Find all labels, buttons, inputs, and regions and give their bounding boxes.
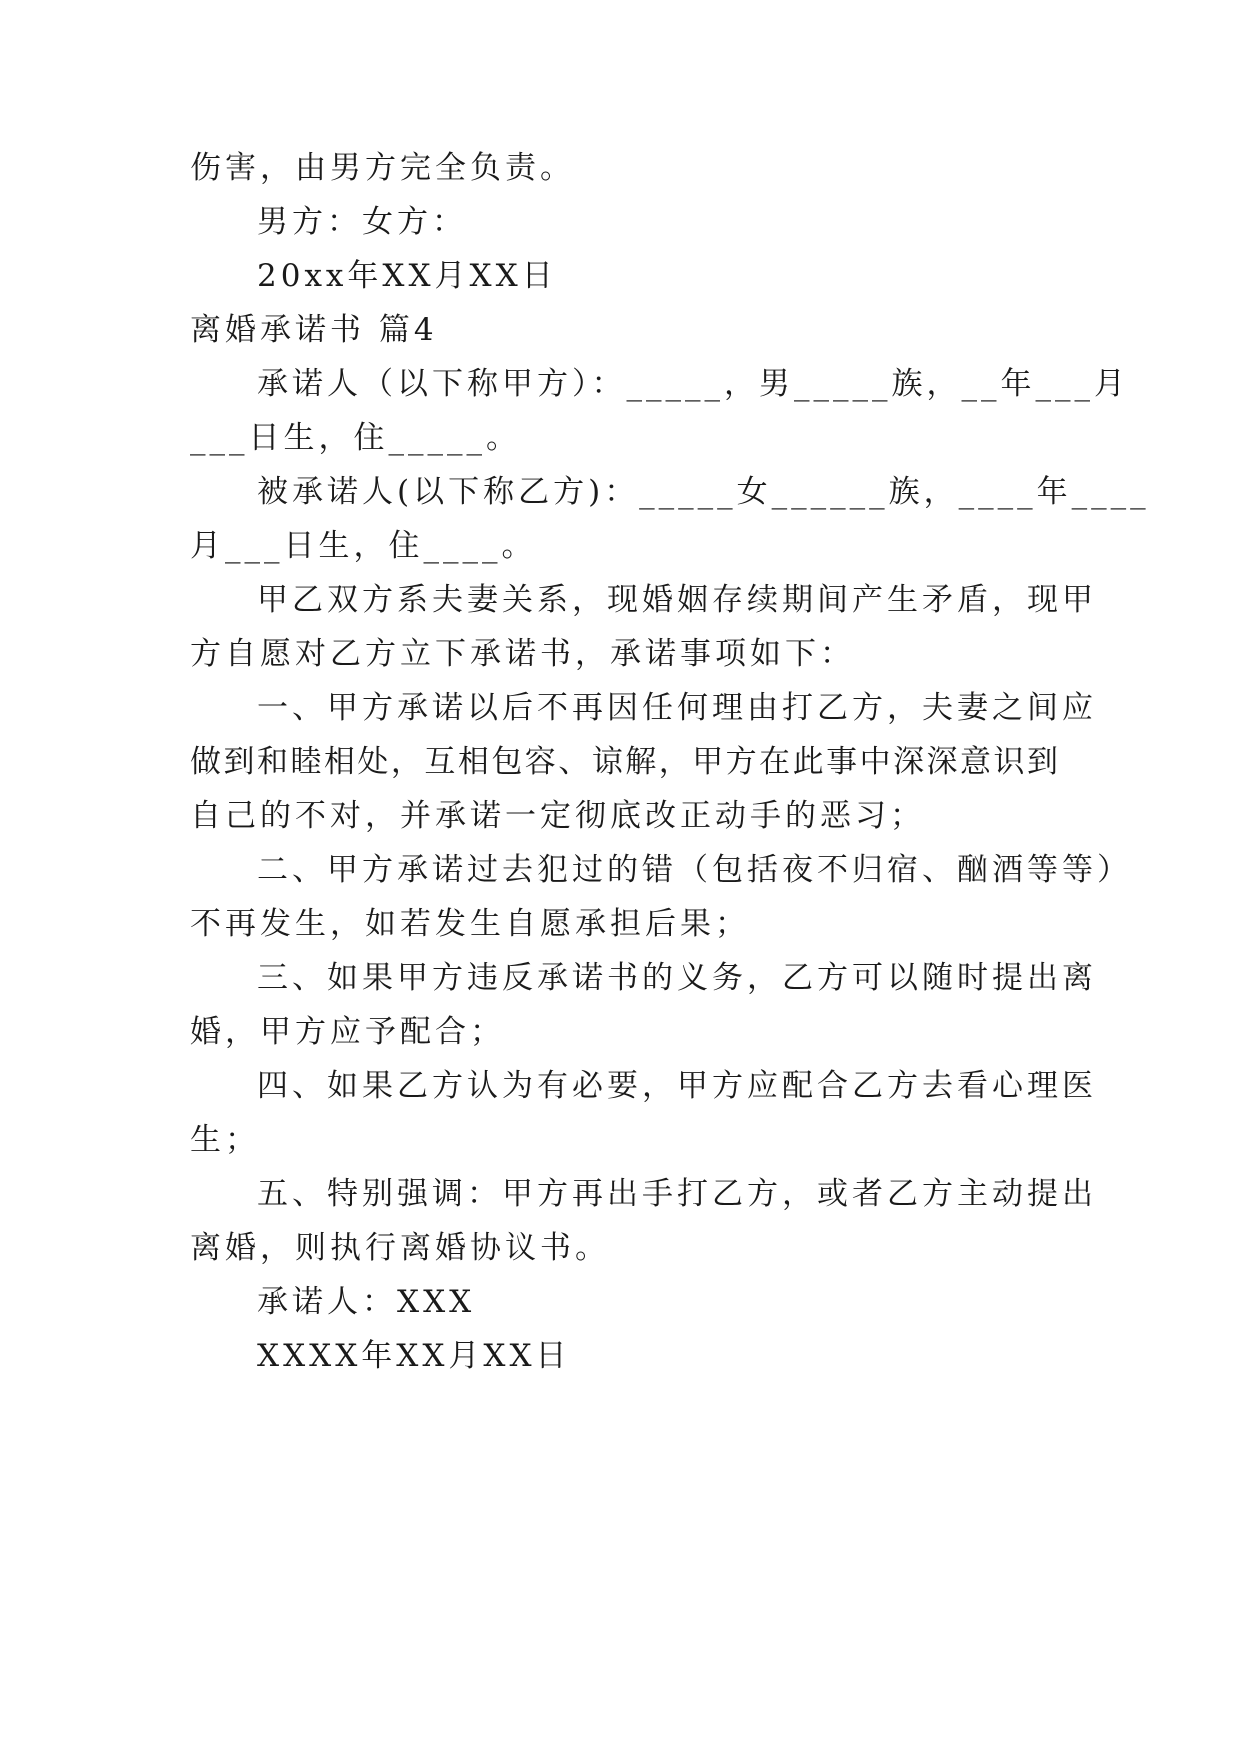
- text-line: 被承诺人(以下称乙方)：_____女______族，____年____: [257, 474, 1150, 510]
- clause-3-line: 婚，甲方应予配合；: [190, 1014, 505, 1050]
- clause-1-line: 一、甲方承诺以后不再因任何理由打乙方，夫妻之间应: [257, 690, 1097, 726]
- text-line: ___日生，住_____。: [190, 420, 521, 456]
- section-title: 离婚承诺书 篇4: [190, 312, 438, 348]
- text-line: 承诺人（以下称甲方）：_____，男_____族，__年___月: [257, 366, 1129, 402]
- text-line: 方自愿对乙方立下承诺书，承诺事项如下：: [190, 636, 855, 672]
- clause-1-line: 自己的不对，并承诺一定彻底改正动手的恶习；: [190, 798, 925, 834]
- text-line-date: 20xx年XX月XX日: [257, 258, 557, 294]
- text-line: 月___日生，住____。: [190, 528, 537, 564]
- promisor-signature-line: 承诺人：XXX: [257, 1284, 476, 1320]
- text-line-signatories: 男方：女方：: [257, 204, 467, 240]
- clause-5-line: 五、特别强调：甲方再出手打乙方，或者乙方主动提出: [257, 1176, 1097, 1212]
- clause-5-line: 离婚，则执行离婚协议书。: [190, 1230, 610, 1266]
- clause-4-line: 四、如果乙方认为有必要，甲方应配合乙方去看心理医: [257, 1068, 1097, 1104]
- clause-1-line: 做到和睦相处，互相包容、谅解，甲方在此事中深深意识到: [190, 744, 1058, 780]
- signature-date-line: XXXX年XX月XX日: [257, 1338, 571, 1374]
- clause-4-line: 生；: [190, 1122, 260, 1158]
- text-line: 伤害，由男方完全负责。: [190, 150, 575, 186]
- clause-2-line: 二、甲方承诺过去犯过的错（包括夜不归宿、酗酒等等）: [257, 852, 1132, 888]
- clause-2-line: 不再发生，如若发生自愿承担后果；: [190, 906, 750, 942]
- text-line: 甲乙双方系夫妻关系，现婚姻存续期间产生矛盾，现甲: [257, 582, 1097, 618]
- clause-3-line: 三、如果甲方违反承诺书的义务，乙方可以随时提出离: [257, 960, 1097, 996]
